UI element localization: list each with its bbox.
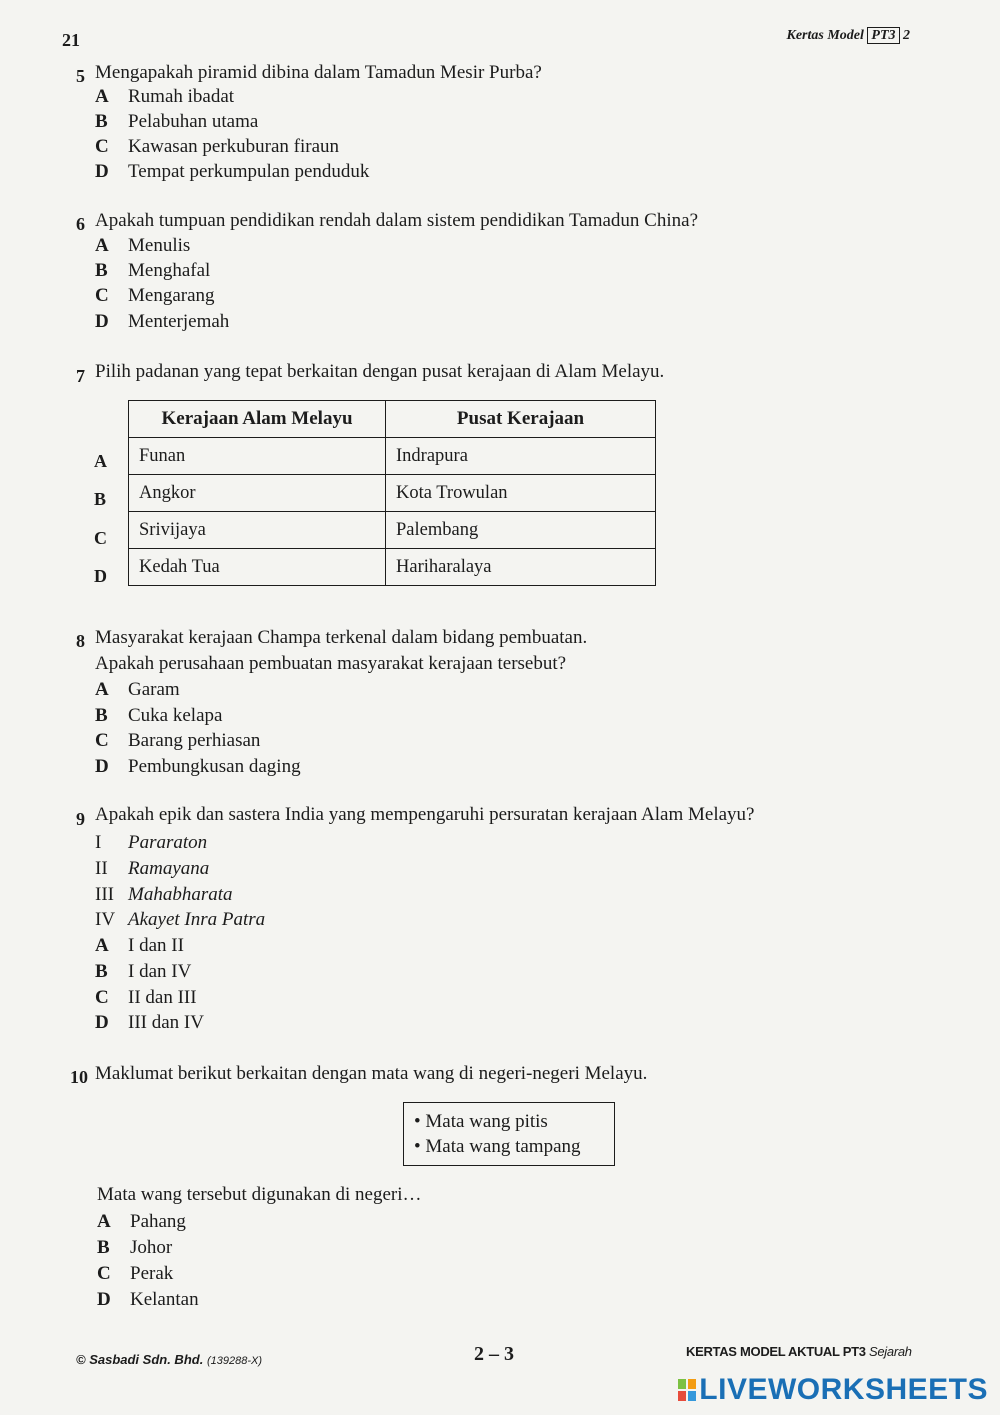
option-d[interactable] xyxy=(95,1012,204,1034)
watermark-text: LIVEWORKSHEETS xyxy=(699,1373,988,1406)
info-box xyxy=(403,1102,615,1166)
table-cell: Srivijaya xyxy=(129,512,386,549)
table-cell: Palembang xyxy=(386,512,656,549)
info-item-text: Mata wang pitis xyxy=(425,1111,548,1132)
row-letter-a[interactable]: A xyxy=(94,451,107,471)
row-letter-b[interactable]: B xyxy=(94,489,107,509)
option-text: III dan IV xyxy=(128,1012,204,1033)
paper-header-label: Kertas Model xyxy=(786,28,864,43)
option-text: I dan IV xyxy=(128,961,192,982)
statement-text: Mahabharata xyxy=(128,884,233,905)
option-letter: D xyxy=(97,1289,111,1310)
publisher-name: © Sasbadi Sdn. Bhd. xyxy=(76,1352,204,1367)
question-text: Mengapakah piramid dibina dalam Tamadun Mesir Purba? xyxy=(95,62,542,83)
book-title-text: KERTAS MODEL AKTUAL PT3 xyxy=(686,1344,866,1359)
option-d[interactable] xyxy=(97,1289,199,1311)
question-number: 10 xyxy=(70,1067,88,1087)
question-number: 7 xyxy=(76,366,85,386)
book-subject: Sejarah xyxy=(869,1344,912,1359)
option-letter: B xyxy=(95,260,108,281)
info-item: • Mata wang tampang xyxy=(414,1136,581,1157)
statement-numeral: III xyxy=(95,884,114,905)
option-text: Menulis xyxy=(128,235,191,256)
option-letter: A xyxy=(95,235,109,256)
option-b[interactable] xyxy=(97,1237,172,1259)
option-text: Cuka kelapa xyxy=(128,705,223,726)
option-letter: B xyxy=(95,705,108,726)
table-cell: Kedah Tua xyxy=(129,549,386,586)
option-letter: A xyxy=(95,935,109,956)
option-text: Perak xyxy=(130,1263,174,1284)
table-row xyxy=(129,438,656,475)
option-text: Pembungkusan daging xyxy=(128,756,301,777)
option-text: Kelantan xyxy=(130,1289,199,1310)
option-letter: A xyxy=(95,86,109,107)
page-number: 21 xyxy=(62,30,80,50)
option-text: Kawasan perkuburan firaun xyxy=(128,136,340,157)
option-a[interactable] xyxy=(95,235,190,257)
table-row xyxy=(129,475,656,512)
option-letter: A xyxy=(97,1211,111,1232)
option-text: Rumah ibadat xyxy=(128,86,235,107)
question-text: Apakah tumpuan pendidikan rendah dalam sistem pendidikan Tamadun China? xyxy=(95,210,698,231)
option-c[interactable] xyxy=(95,285,215,307)
info-item-text: Mata wang tampang xyxy=(425,1136,581,1157)
option-letter: C xyxy=(95,285,109,306)
option-letter: B xyxy=(95,111,108,132)
option-a[interactable] xyxy=(95,86,234,108)
option-text: Barang perhiasan xyxy=(128,730,261,751)
liveworksheets-logo-icon xyxy=(678,1379,696,1401)
option-d[interactable] xyxy=(95,161,369,183)
paper-number: 2 xyxy=(903,28,910,43)
option-c[interactable] xyxy=(95,730,260,752)
question-number: 5 xyxy=(76,66,85,86)
option-text: Garam xyxy=(128,679,180,700)
statement-text: Ramayana xyxy=(128,858,210,879)
option-b[interactable] xyxy=(95,961,191,983)
publisher-reg: (139288-X) xyxy=(206,1355,262,1367)
table-cell: Funan xyxy=(129,438,386,475)
option-text: Pelabuhan utama xyxy=(128,111,259,132)
option-letter: A xyxy=(95,679,109,700)
option-a[interactable] xyxy=(95,679,180,701)
statement-numeral: II xyxy=(95,858,108,879)
option-b[interactable] xyxy=(95,705,222,727)
option-text: Menghafal xyxy=(128,260,211,281)
option-text: Johor xyxy=(130,1237,173,1258)
question-text-2: Apakah perusahaan pembuatan masyarakat kerajaan tersebut? xyxy=(95,653,567,674)
option-text: Menterjemah xyxy=(128,311,230,332)
row-letter-d[interactable]: D xyxy=(94,566,107,586)
option-c[interactable] xyxy=(95,987,197,1009)
option-letter: D xyxy=(95,756,109,777)
option-letter: C xyxy=(97,1263,111,1284)
option-letter: D xyxy=(95,161,109,182)
option-a[interactable] xyxy=(97,1211,186,1233)
option-text: II dan III xyxy=(128,987,197,1008)
table-cell: Kota Trowulan xyxy=(386,475,656,512)
question-text: Apakah epik dan sastera India yang mempengaruhi persuratan kerajaan Alam Melayu? xyxy=(95,804,755,825)
option-text: I dan II xyxy=(128,935,184,956)
table-cell: Hariharalaya xyxy=(386,549,656,586)
question-number: 9 xyxy=(76,809,85,829)
option-c[interactable] xyxy=(95,136,339,158)
question-number: 8 xyxy=(76,631,85,651)
question-text: Maklumat berikut berkaitan dengan mata wang di negeri-negeri Melayu. xyxy=(95,1063,648,1084)
liveworksheets-watermark xyxy=(678,1373,988,1407)
option-d[interactable] xyxy=(95,756,301,778)
table-header-row xyxy=(129,401,656,438)
question-number: 6 xyxy=(76,214,85,234)
option-letter: D xyxy=(95,311,109,332)
question-text: Pilih padanan yang tepat berkaitan dengan pusat kerajaan di Alam Melayu. xyxy=(95,361,665,382)
question-text-2: Mata wang tersebut digunakan di negeri… xyxy=(97,1184,422,1205)
statement-numeral: IV xyxy=(95,909,116,930)
book-title xyxy=(686,1344,912,1359)
statement-iii xyxy=(95,884,233,906)
row-letter-c[interactable]: C xyxy=(94,528,107,548)
option-d[interactable] xyxy=(95,311,229,333)
option-text: Pahang xyxy=(130,1211,186,1232)
footer-page-number: 2 – 3 xyxy=(474,1343,514,1365)
option-c[interactable] xyxy=(97,1263,173,1285)
paper-header xyxy=(787,28,911,44)
pt3-badge: PT3 xyxy=(867,27,899,44)
option-letter: D xyxy=(95,1012,109,1033)
publisher-credit xyxy=(76,1352,262,1367)
statement-ii xyxy=(95,858,209,880)
statement-text: Pararaton xyxy=(128,832,208,853)
option-text: Tempat perkumpulan penduduk xyxy=(128,161,370,182)
option-letter: B xyxy=(97,1237,110,1258)
option-letter: B xyxy=(95,961,108,982)
option-letter: C xyxy=(95,730,109,751)
table-row xyxy=(129,512,656,549)
statement-iv xyxy=(95,909,265,931)
table-cell: Angkor xyxy=(129,475,386,512)
option-letter: C xyxy=(95,987,109,1008)
statement-numeral: I xyxy=(95,832,102,853)
option-text: Mengarang xyxy=(128,285,215,306)
option-b[interactable] xyxy=(95,260,210,282)
info-item: • Mata wang pitis xyxy=(414,1111,548,1132)
question-text: Masyarakat kerajaan Champa terkenal dalam bidang pembuatan. xyxy=(95,627,588,648)
column-header: Pusat Kerajaan xyxy=(386,401,656,438)
option-letter: C xyxy=(95,136,109,157)
option-a[interactable] xyxy=(95,935,184,957)
option-b[interactable] xyxy=(95,111,258,133)
table-row xyxy=(129,549,656,586)
table-cell: Indrapura xyxy=(386,438,656,475)
statement-text: Akayet Inra Patra xyxy=(128,909,266,930)
statement-i xyxy=(95,832,207,854)
column-header: Kerajaan Alam Melayu xyxy=(129,401,386,438)
kerajaan-table xyxy=(128,400,656,586)
